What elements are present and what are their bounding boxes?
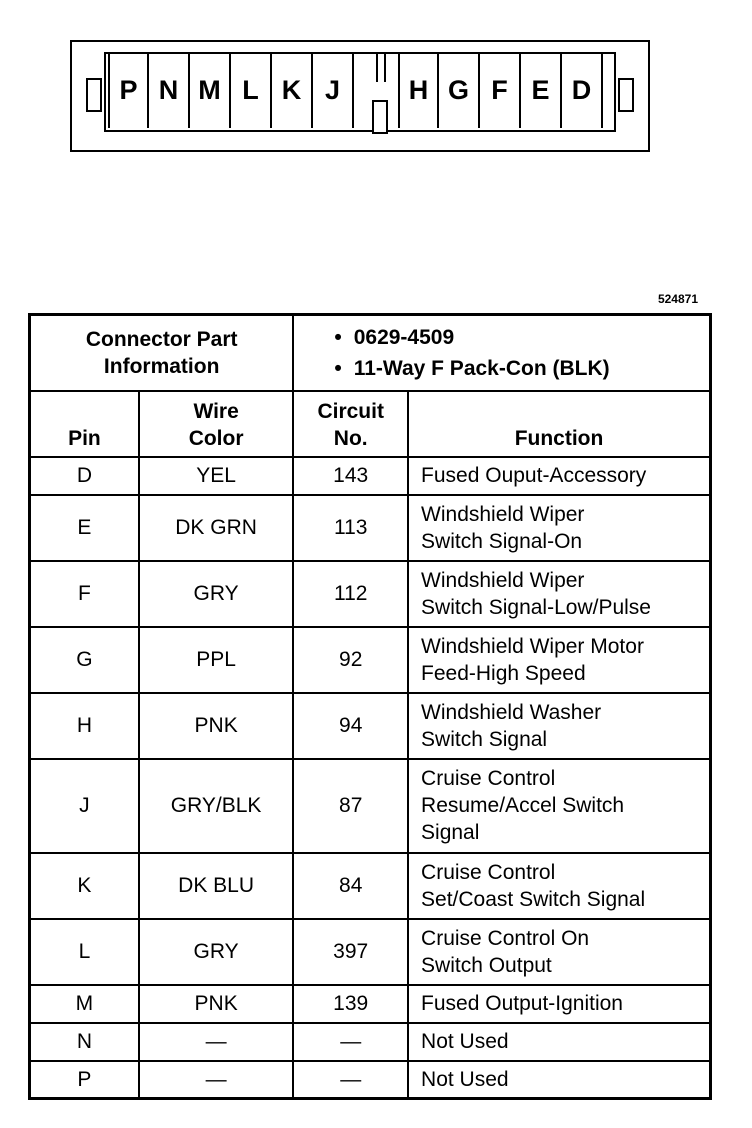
header-circuit-line1: Circuit	[317, 399, 384, 423]
function-line: Windshield Wiper	[421, 568, 585, 592]
cell-wire-color: PNK	[139, 985, 294, 1023]
cell-circuit: —	[293, 1023, 408, 1061]
cell-wire-color: GRY	[139, 919, 294, 985]
function-line: Fused Output-Ignition	[421, 992, 623, 1015]
cell-circuit: 139	[293, 985, 408, 1023]
function-line: Cruise Control	[421, 767, 556, 790]
part-info-row	[30, 315, 711, 391]
cavity-group-left	[108, 52, 354, 128]
cell-circuit: —	[293, 1061, 408, 1099]
pin-table	[28, 313, 712, 1100]
cell-wire-color: PNK	[139, 693, 294, 759]
function-line: Switch Signal-On	[421, 529, 583, 553]
connector-cavity: P	[108, 52, 149, 128]
part-info-title-line2: Information	[103, 354, 220, 378]
cell-function	[408, 919, 710, 985]
cell-function	[408, 495, 710, 561]
connector-cavity: M	[190, 52, 231, 128]
right-latch	[618, 78, 634, 112]
header-pin	[30, 391, 139, 457]
table-row	[30, 853, 711, 919]
left-latch	[86, 78, 102, 112]
part-number: • 0629-4509	[334, 322, 701, 353]
table-row	[30, 495, 711, 561]
cell-pin: F	[30, 561, 139, 627]
connector-cavity: J	[313, 52, 354, 128]
part-info-list	[293, 315, 710, 391]
connector-key-notch	[372, 100, 388, 134]
function-line: Windshield Wiper	[421, 502, 585, 526]
cell-circuit: 92	[293, 627, 408, 693]
table-row	[30, 1061, 711, 1099]
function-line: Switch Signal	[421, 727, 548, 751]
cell-wire-color: —	[139, 1061, 294, 1099]
cell-wire-color: PPL	[139, 627, 294, 693]
header-function	[408, 391, 710, 457]
cell-pin: G	[30, 627, 139, 693]
cell-circuit: 112	[293, 561, 408, 627]
table-row	[30, 561, 711, 627]
cell-pin: N	[30, 1023, 139, 1061]
cell-function	[408, 853, 710, 919]
connector-cavity: E	[521, 52, 562, 128]
cell-wire-color: DK GRN	[139, 495, 294, 561]
function-line: Not Used	[421, 1030, 509, 1053]
cell-function	[408, 1061, 710, 1099]
connector-cavity: K	[272, 52, 313, 128]
cell-pin: J	[30, 759, 139, 853]
cell-pin: M	[30, 985, 139, 1023]
connector-key-slot	[376, 52, 386, 82]
cell-circuit: 94	[293, 693, 408, 759]
cell-wire-color: YEL	[139, 457, 294, 495]
connector-face-diagram	[70, 40, 650, 152]
function-line: Fused Ouput-Accessory	[421, 464, 647, 487]
cell-pin: D	[30, 457, 139, 495]
figure-id: 524871	[657, 292, 698, 306]
table-row	[30, 693, 711, 759]
cell-pin: E	[30, 495, 139, 561]
function-line: Switch Output	[421, 953, 552, 977]
cell-function	[408, 1023, 710, 1061]
header-pin-label: Pin	[68, 426, 101, 450]
cell-pin: H	[30, 693, 139, 759]
table-row	[30, 627, 711, 693]
function-line: Cruise Control On	[421, 926, 590, 950]
header-wire-color-line2: Color	[188, 426, 244, 450]
cell-function	[408, 985, 710, 1023]
connector-cavity: N	[149, 52, 190, 128]
table-row	[30, 759, 711, 853]
part-info-title-line1: Connector Part	[85, 327, 238, 351]
header-function-label: Function	[514, 426, 604, 450]
header-circuit	[293, 391, 408, 457]
function-line: Feed-High Speed	[421, 661, 586, 685]
cell-function	[408, 693, 710, 759]
cell-pin: K	[30, 853, 139, 919]
header-wire-color-line1: Wire	[193, 399, 239, 423]
cell-wire-color: GRY/BLK	[139, 759, 294, 853]
function-line: Windshield Wiper Motor	[421, 634, 644, 658]
cell-circuit: 397	[293, 919, 408, 985]
function-line: Windshield Washer	[421, 700, 602, 724]
connector-type: • 11-Way F Pack-Con (BLK)	[334, 353, 701, 384]
header-row	[30, 391, 711, 457]
function-line: Resume/Accel Switch	[421, 794, 625, 817]
function-line: Switch Signal-Low/Pulse	[421, 595, 651, 619]
header-wire-color	[139, 391, 294, 457]
cell-function	[408, 759, 710, 853]
table-row	[30, 1023, 711, 1061]
cell-function	[408, 561, 710, 627]
cell-wire-color: DK BLU	[139, 853, 294, 919]
table-row	[30, 919, 711, 985]
cell-pin: L	[30, 919, 139, 985]
cell-circuit: 84	[293, 853, 408, 919]
connector-cavity: G	[439, 52, 480, 128]
cell-function	[408, 627, 710, 693]
function-line: Signal	[421, 821, 480, 844]
cell-function	[408, 457, 710, 495]
table-row	[30, 457, 711, 495]
table-row	[30, 985, 711, 1023]
cell-wire-color: —	[139, 1023, 294, 1061]
header-circuit-line2: No.	[333, 426, 368, 450]
connector-cavity: H	[398, 52, 439, 128]
function-line: Set/Coast Switch Signal	[421, 887, 646, 911]
part-info-title	[30, 315, 294, 391]
connector-cavity: L	[231, 52, 272, 128]
cell-circuit: 113	[293, 495, 408, 561]
cavity-group-right	[398, 52, 603, 128]
function-line: Cruise Control	[421, 860, 556, 884]
cell-pin: P	[30, 1061, 139, 1099]
cell-wire-color: GRY	[139, 561, 294, 627]
connector-cavity: D	[562, 52, 603, 128]
cell-circuit: 143	[293, 457, 408, 495]
cell-circuit: 87	[293, 759, 408, 853]
function-line: Not Used	[421, 1067, 509, 1091]
connector-cavity: F	[480, 52, 521, 128]
